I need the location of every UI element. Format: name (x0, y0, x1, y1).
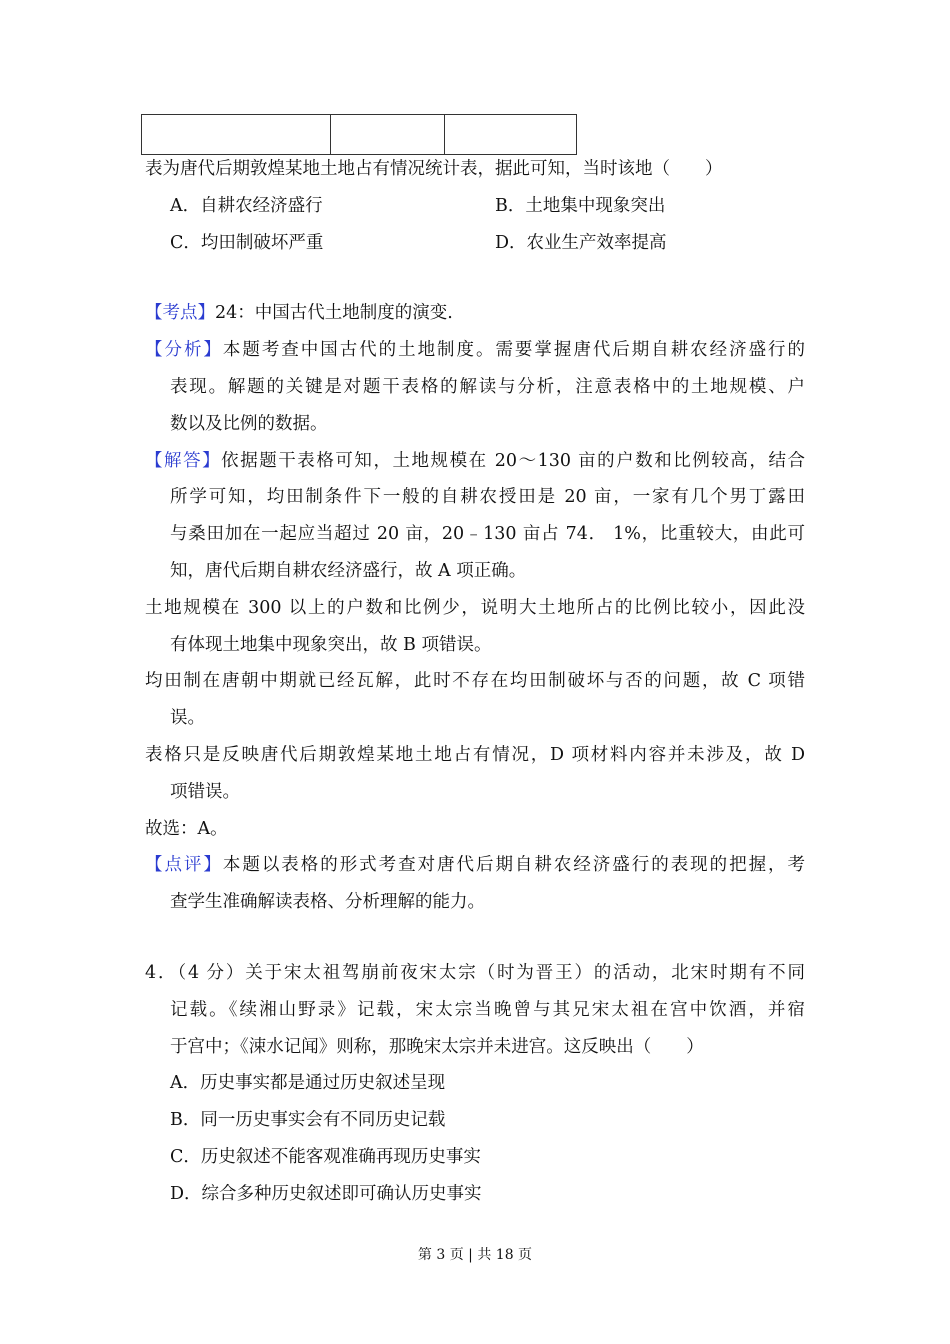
data-table (141, 114, 577, 155)
option-a: A．自耕农经济盛行 (170, 195, 323, 216)
option-d: D．综合多种历史叙述即可确认历史事实 (170, 1183, 482, 1204)
dianping-text: 本题以表格的形式考查对唐代后期自耕农经济盛行的表现的把握，考 (222, 855, 806, 876)
jieda-text: 知，唐代后期自耕农经济盛行，故 A 项正确。 (170, 560, 527, 581)
option-d: D．农业生产效率提高 (495, 232, 667, 253)
analysis-d: 表格只是反映唐代后期敦煌某地土地占有情况，D 项材料内容并未涉及，故 D (145, 744, 805, 765)
kaodian (145, 295, 805, 332)
analysis-c: 误。 (170, 708, 205, 729)
table-cell (445, 115, 577, 155)
fenxi-label: 【分析】 (145, 340, 223, 361)
option-row (145, 188, 805, 225)
jieda-text: 所学可知，均田制条件下一般的自耕农授田是 20 亩，一家有几个男丁露田 (170, 487, 805, 508)
fenxi-text: 数以及比例的数据。 (170, 413, 328, 434)
option-c: C．历史叙述不能客观准确再现历史事实 (170, 1146, 481, 1167)
question-stem: 4．（4 分）关于宋太祖驾崩前夜宋太宗（时为晋王）的活动，北宋时期有不同 (145, 962, 805, 983)
question-stem: 表为唐代后期敦煌某地土地占有情况统计表，据此可知，当时该地（ ） (145, 159, 723, 179)
dianping (145, 847, 805, 884)
analysis-b: 有体现土地集中现象突出，故 B 项错误。 (170, 634, 492, 655)
fenxi (145, 332, 805, 369)
document-body (145, 151, 805, 1213)
kaodian-text: 24：中国古代土地制度的演变. (215, 303, 453, 324)
question-stem: 于宫中；《涑水记闻》则称，那晚宋太宗并未进宫。这反映出（ ） (170, 1036, 704, 1057)
page-footer: 第 3 页 | 共 18 页 (417, 1247, 533, 1263)
jieda (145, 443, 805, 480)
option-c: C．均田制破坏严重 (170, 232, 324, 253)
fenxi-text: 本题考查中国古代的土地制度。需要掌握唐代后期自耕农经济盛行的 (222, 340, 806, 361)
jieda-label: 【解答】 (145, 450, 222, 471)
option-a: A．历史事实都是通过历史叙述呈现 (170, 1073, 446, 1094)
analysis-c: 均田制在唐朝中期就已经瓦解，此时不存在均田制破坏与否的问题，故 C 项错 (145, 671, 805, 692)
dianping-text: 查学生准确解读表格、分析理解的能力。 (170, 892, 485, 913)
jieda-text: 与桑田加在一起应当超过 20 亩，20﹣130 亩占 74． 1%，比重较大，由此可 (170, 524, 805, 545)
option-b: B．同一历史事实会有不同历史记载 (170, 1110, 446, 1131)
question-stem: 记载。《续湘山野录》记载，宋太宗当晚曾与其兄宋太祖在宫中饮酒，并宿 (170, 999, 805, 1020)
dianping-label: 【点评】 (145, 855, 223, 876)
option-b: B．土地集中现象突出 (495, 195, 666, 216)
kaodian-label: 【考点】 (145, 303, 215, 324)
analysis-b: 土地规模在 300 以上的户数和比例少，说明大土地所占的比例比较小，因此没 (145, 597, 805, 618)
jieda-text: 依据题干表格可知，土地规模在 20～130 亩的户数和比例较高，结合 (221, 450, 806, 471)
answer: 故选：A。 (145, 818, 228, 839)
option-row (145, 225, 805, 262)
analysis-d: 项错误。 (170, 781, 240, 802)
table-cell (142, 115, 331, 155)
table-cell (331, 115, 445, 155)
fenxi-text: 表现。解题的关键是对题干表格的解读与分析，注意表格中的土地规模、户 (170, 376, 805, 397)
